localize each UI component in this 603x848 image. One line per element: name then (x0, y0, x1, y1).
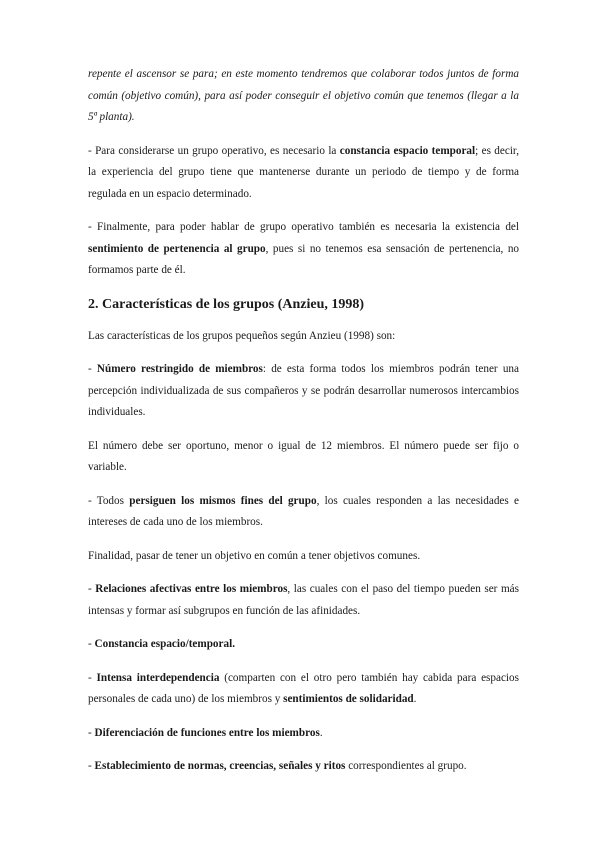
text-span: - Para considerarse un grupo operativo, es necesario la (88, 144, 340, 157)
text-span: - Todos (88, 494, 130, 507)
text-span: ; es decir, la experiencia del grupo tiene que mantenerse durante un periodo de tiempo y de forma regulada en un espacio determinado. (88, 144, 520, 200)
bold-term: sentimientos de solidaridad (283, 693, 414, 705)
bold-term: Número restringido de miembros (96, 363, 263, 375)
paragraph-finalidad: Finalidad, pasar de tener un objetivo en común a tener objetivos comunes. (88, 549, 421, 562)
text-span: , pues si no tenemos esa sensación de pertenencia, no formamos parte de él. (88, 242, 520, 276)
text-span: - (88, 363, 97, 375)
intro-italic-paragraph: repente el ascensor se para; en este momento tendremos que colaborar todos juntos de forma común (objetivo común), para así poder conseguir el objetivo común que tenemos (llegar a la 5ª planta). (88, 68, 519, 123)
text-span: (comparten con el otro pero también hay cabida para espacios personales de cada uno) de los miembros y (88, 671, 519, 705)
text-span: - (88, 638, 95, 650)
list-item-diferenciacion (88, 723, 519, 745)
text-span: - (88, 583, 96, 595)
text-span: - Finalmente, para poder hablar de grupo operativo también es necesaria la existencia del (88, 221, 519, 233)
section-heading: 2. Características de los grupos (Anzieu, 1998) (88, 296, 365, 312)
list-item-relaciones (88, 579, 519, 622)
bold-term: Relaciones afectivas entre los miembros (95, 583, 288, 595)
text-span: - (88, 760, 95, 772)
bold-term: Establecimiento de normas, creencias, señales y ritos (94, 760, 346, 772)
text-span: - (88, 726, 95, 739)
text-span: , las cuales con el paso del tiempo pueden ser más intensas y formar así subgrupos en función de las afinidades. (88, 583, 519, 617)
bold-term: constancia espacio temporal (339, 144, 476, 157)
bold-term: Intensa interdependencia (96, 671, 220, 684)
text-span: . (319, 726, 323, 739)
list-item-fines (88, 491, 519, 534)
paragraph-sentimiento (88, 217, 519, 282)
paragraph-constancia (88, 141, 519, 206)
bold-term: persiguen los mismos fines del grupo (129, 494, 317, 507)
paragraph-intro-list: Las características de los grupos pequeños según Anzieu (1998) son: (88, 329, 396, 342)
list-item-numero (88, 359, 519, 424)
text-span: . (413, 693, 417, 705)
list-item-interdependencia (88, 668, 519, 711)
text-span: - (88, 671, 97, 684)
bold-term: Diferenciación de funciones entre los miembros (94, 726, 320, 739)
list-item-constancia (88, 634, 519, 656)
bold-term: sentimiento de pertenencia al grupo (88, 242, 266, 255)
paragraph-numero-detail: El número debe ser oportuno, menor o igual de 12 miembros. El número puede ser fijo o variable. (88, 439, 519, 473)
list-item-establecimiento (88, 756, 519, 778)
bold-term: Constancia espacio/temporal. (94, 638, 235, 650)
text-span: correspondientes al grupo. (345, 760, 467, 772)
text-span: : de esta forma todos los miembros podrán tener una percepción individualizada de sus compañeros y se podrán desarrollar numerosos intercambios individuales. (88, 363, 519, 418)
text-span: , los cuales responden a las necesidades e intereses de cada uno de los miembros. (88, 494, 519, 528)
